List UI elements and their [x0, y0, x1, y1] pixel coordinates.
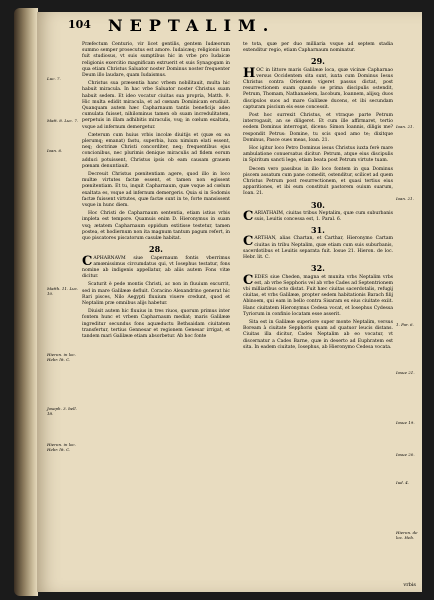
paragraph: Præfectum Centurio, vir licet gentilis, gentem Iudæorum summo semper prosecutus est amore. Iudaicæq; religionis tam fuit studiosus, vt suis sumptibus hic in vrbe pro Iudaicæ religionis exercitio magnificam extruerit et suis Synagogam in qua etiam Christus Saluator noster Dominus noster frequenter Deum illo laudare, quam Iudaismus. — [82, 42, 230, 79]
margin-note: Iud. 4. — [396, 480, 410, 485]
drop-cap: C — [243, 234, 254, 250]
margin-note: Ioan. 21. — [396, 124, 414, 129]
section-heading: 32. — [311, 263, 325, 274]
margin-note: Ioan. 21. — [396, 196, 414, 201]
drop-cap: C — [82, 253, 93, 269]
margin-note: Ioan. 6. — [47, 148, 63, 153]
paragraph: te tota, quæ per duo milliaria vsque ad septem stadia extenditur regio, etiam Capharnaum nominatur. — [243, 42, 393, 54]
margin-note: Matth. 11. Luc. 10. — [47, 286, 79, 296]
margin-note: Hieron. in loc. Hebr. lit. C. — [47, 442, 76, 452]
margin-note: 1. Par. 6. — [396, 322, 414, 327]
margin-note: Iosue 20. — [396, 452, 415, 457]
paragraph: Cæterum cum huius vrbis incolæ diuitijs et (quæ ex ea plerumq; emanat) fastu, superbia, luxu nimium elati essent, neq; doctrinæ Christi concorditer, neq; frequentibus ejus concionibus, nec plurimis denique miraculis ad fidem eorum adduci potuissent, Christus ipsis ob eam causam grauem pœnam denuntiauit. — [82, 132, 230, 169]
paragraph: Post hoc surrexit Christus, et vtraque parte Petrum interrogauit, an se diligeret. Et cum ille affirmaret, tertio eodem Dominus interrogat, dicens: Simon Ioannis, diligis me? respondit Petrus: Domine, tu scis quod amo te; dixitque Dominus, Pasce oues meas, Ioan. 21. — [243, 113, 393, 143]
paragraph: Diuisit autem hic fluuius in tres riuos, quorum primus inter fontem hunc et vrbem Capharnaum mediat; maris Galilææ ingreditur secundus fons aquæductu Bethsaidam ciuitatem transfertur, tertius Gennesar et regionem Genesar irrigat, et tandem mari Galilææ etiam absorbetur. Ab hoc fonte — [82, 309, 230, 339]
right-column — [243, 42, 393, 353]
paragraph: HOC in littore maris Galilææ loca, quæ vicinæ Capharnao versus Occidentem sita sunt, iuxta cum Dominus Iesus Christus contra Orientem vigeret passus dictat, post resurrectionem suam quando se prima discipulis ostendit, Petrum, Thomam, Nathanaelem, Iacobum, Ioannem, alijsq; duos discipulos suos ad mare Galilææ ducens, et ibi secundam capturam piscium eis esse concessit. — [243, 65, 393, 110]
paragraph: Hoc igitur loco Petro Dominus iesus Christus iuxta ferè mare ambulatione conuersatus dicitur: Petrum, atque eius discipulis in Spiritum sancti lege, etiam beata post Petrum virtute tuam. — [243, 146, 393, 164]
section-heading: 30. — [311, 199, 325, 210]
section-heading: 31. — [311, 225, 325, 236]
margin-note: Hieron. in loc. Hebr. lit. C. — [47, 352, 76, 362]
drop-cap: H — [243, 65, 256, 81]
page-header — [68, 18, 408, 34]
paragraph: Christus sua præsentia hanc vrbem nobilitauit, multa hic habuit miracula. In hac vrbe Saluator noster Christus suam habuit sedem. Et ideo vocatur ciuitas sua propria, Matth. 9. Hic multa edidit miracula, et ad cœnam Dominicam erudiuit. Quanquam autem hæc Capharnaum tantis beneficijs adeo cumulata fuisset, nihilominus tamen ob suam incredulitatem, perpetuis in illam adhibitis miraculis, vsq; in cœlum exaltata, vsque ad infernum demergetur. — [82, 81, 230, 130]
paragraph: Hoc Christi de Capharnaum sententia, etiam istius vrbis impleta est tempore. Quamuis enim D. Hieronymus in suam vsq; ætatem Capharnaum oppidum extitisse testetur, tamen postea, et hodiernum non ita magnum tantum pagum refert, in quo piscatores piscatorum casulæ habitat. — [82, 211, 230, 242]
book-spine — [14, 8, 38, 596]
paragraph: Decem vero passibus in illo loco fontem in qua Dominus piscem assatum cum pane comedit, ostenditur, scilicet ad quem Christus Petrum post resurrectionem, et quasi tertius eius apparitiones, et ibi eum constituit pastorem ouium suarum, Ioan. 21. — [243, 166, 393, 197]
paragraph: Decreuit Christus pœnitentiam agere, quod illo in loco multæ virtutes factæ essent, et tamen non egissent pœnitentiam. Et tu, inquit Capharnaum, quæ vsque ad cœlum exaltata es, vsque ad infernum demergeris. Quia si in Sodomis factæ fuissent virtutes, quæ factæ sunt in te, forte mansissent vsque in hunc diem. — [82, 172, 230, 209]
section-heading: 29. — [311, 56, 325, 67]
paragraph: CEDES siue Cheden, magna et munita vrbs Neptalim vrbs est, ab vrbe Sepphoris vel ab vrbe Cades ad Septentrionem vbi milliaribus octo distat. Fuit hæc ciuitas sacerdotalis, refugij ciuitas, et vrbs Galilææ, propter sedem habitationis Barach filij Abinoem, qui eam in bello contra Sisaram ex eius ciuitate exiit. Hanc ciuitatem Hieronymus Cedesa vocat, et Iosephus Cydessa Tyriorum in confinio locatam esse asserit. — [243, 272, 394, 317]
drop-cap: C — [243, 208, 254, 224]
paragraph: CAPHARNAVM siue Capernaum fontis vberrimus amœnissimus circumdatus qui, vt Iosephus testatur, fons nomine ab indigenis appellatur, ab aliis autem Fons vitæ dicitur. — [82, 253, 230, 280]
running-head: NEPTALIM. — [108, 16, 276, 35]
margin-note: Luc. 7. — [47, 76, 61, 81]
paragraph: Sita est in Galilææ superiore super monte Neptalim, versus Boream à ciuitate Sepphoris quam ad quatuor leucis distans. Ciuitas illa dicitur, Cades Neptalim ab eo vocatur, vt discernatur a Cades Barne, quæ in deserto ad Euphratem est sita. In eadem ciuitate, Iosephus, ab Hieronymo Cedesa vocata. — [243, 319, 393, 350]
margin-note: Matt. 8. Luc. 7. — [47, 118, 79, 123]
paragraph: CARIATHAIM, ciuitas tribus Neptalim, quæ cum suburbanis suis, Leuitis concessa est, 1. Paral. 6. — [243, 208, 393, 224]
drop-cap: C — [243, 272, 254, 288]
margin-note: Iosue 21. — [396, 370, 415, 375]
section-heading: 28. — [149, 244, 163, 255]
page-number: 104 — [68, 18, 91, 31]
margin-note: Hieron. de loc. Heb. — [396, 530, 418, 540]
catchword: vrbis — [403, 582, 416, 588]
paragraph: CARTHAN, alias Chartan, et Carthar, Hieronymo Cartam ciuitas in tribu Neptalim, quæ etiam cum suis suburbanis, sacerdotibus et Leuitis separata fuit. Iosue 21. Hieron. de loc. Hebr. lit. C. — [243, 234, 393, 261]
paragraph: Scaturit è pede montis Christi, ac non in fluuium excurrit, sed in mare Galilææ defluit. Coracino Alexandrino generat hic Rari pisces, Nilo Aegypti fluuium viuere credunt, quod et Neptalim præ omnibus alijs habetur. — [82, 282, 230, 306]
left-column — [82, 42, 230, 342]
margin-note: Joseph. 3. bell. 18. — [47, 406, 77, 416]
margin-note: Iosue 19. — [396, 420, 415, 425]
